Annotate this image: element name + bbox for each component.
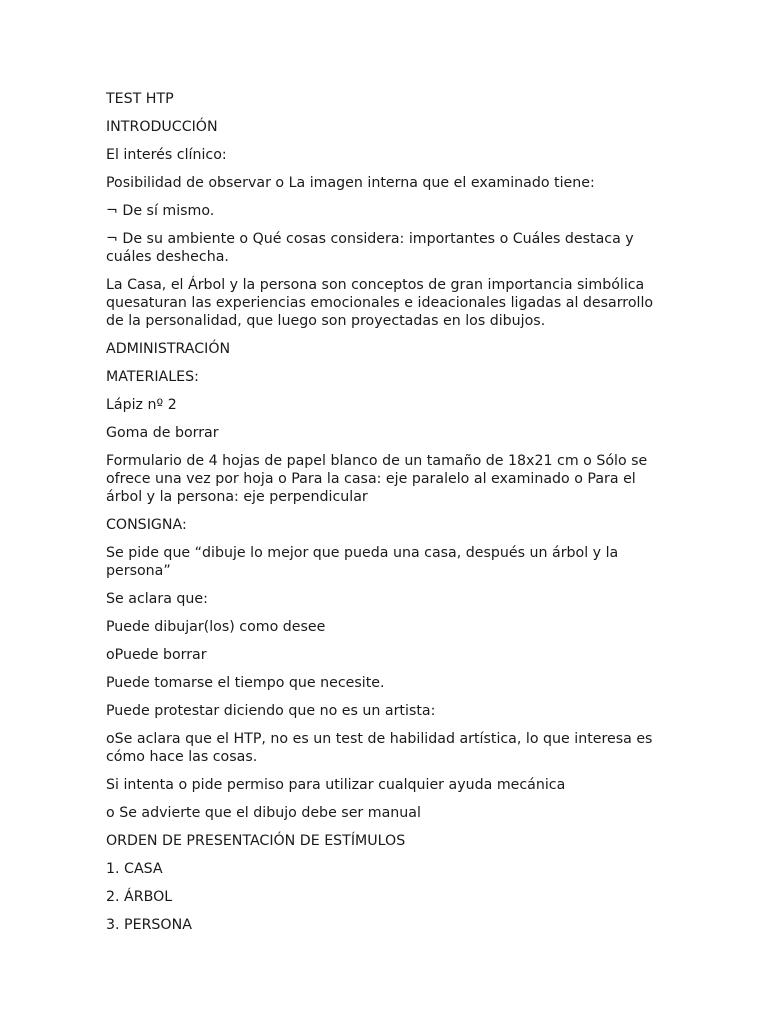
document-page <box>106 90 666 944</box>
list-item: Puede dibujar(los) como desee <box>106 619 326 635</box>
list-item: 2. ÁRBOL <box>106 889 173 905</box>
list-item: ¬ De su ambiente o Qué cosas considera: importantes o Cuáles destaca y cuáles deshecha. <box>106 231 634 265</box>
section-heading-materiales: MATERIALES: <box>106 369 199 385</box>
document-title: TEST HTP <box>106 91 174 107</box>
list-item: 3. PERSONA <box>106 917 192 933</box>
paragraph: Puede protestar diciendo que no es un artista: <box>106 703 436 719</box>
paragraph: Si intenta o pide permiso para utilizar cualquier ayuda mecánica <box>106 777 566 793</box>
paragraph: El interés clínico: <box>106 147 227 163</box>
section-heading-administracion: ADMINISTRACIÓN <box>106 341 231 357</box>
section-heading-consigna: CONSIGNA: <box>106 517 187 533</box>
list-item: oPuede borrar <box>106 647 207 663</box>
paragraph: Posibilidad de observar o La imagen interna que el examinado tiene: <box>106 175 595 191</box>
list-item: Lápiz nº 2 <box>106 397 177 413</box>
paragraph: Se aclara que: <box>106 591 208 607</box>
list-item: Goma de borrar <box>106 425 219 441</box>
list-item: ¬ De sí mismo. <box>106 203 215 219</box>
paragraph: Formulario de 4 hojas de papel blanco de un tamaño de 18x21 cm o Sólo se ofrece una vez por hoja o Para la casa: eje paralelo al examinado o Para el árbol y la persona: eje perpendicular <box>106 453 648 505</box>
paragraph: o Se advierte que el dibujo debe ser manual <box>106 805 421 821</box>
section-heading-orden: ORDEN DE PRESENTACIÓN DE ESTÍMULOS <box>106 833 406 849</box>
section-heading-introduccion: INTRODUCCIÓN <box>106 119 218 135</box>
paragraph: oSe aclara que el HTP, no es un test de habilidad artística, lo que interesa es cómo hace las cosas. <box>106 731 653 765</box>
paragraph: La Casa, el Árbol y la persona son conceptos de gran importancia simbólica quesaturan las experiencias emocionales e ideacionales ligadas al desarrollo de la personalidad, que luego son proyectadas en los dibujos. <box>106 277 654 329</box>
list-item: Puede tomarse el tiempo que necesite. <box>106 675 385 691</box>
list-item: 1. CASA <box>106 861 163 877</box>
paragraph: Se pide que “dibuje lo mejor que pueda una casa, después un árbol y la persona” <box>106 545 619 579</box>
